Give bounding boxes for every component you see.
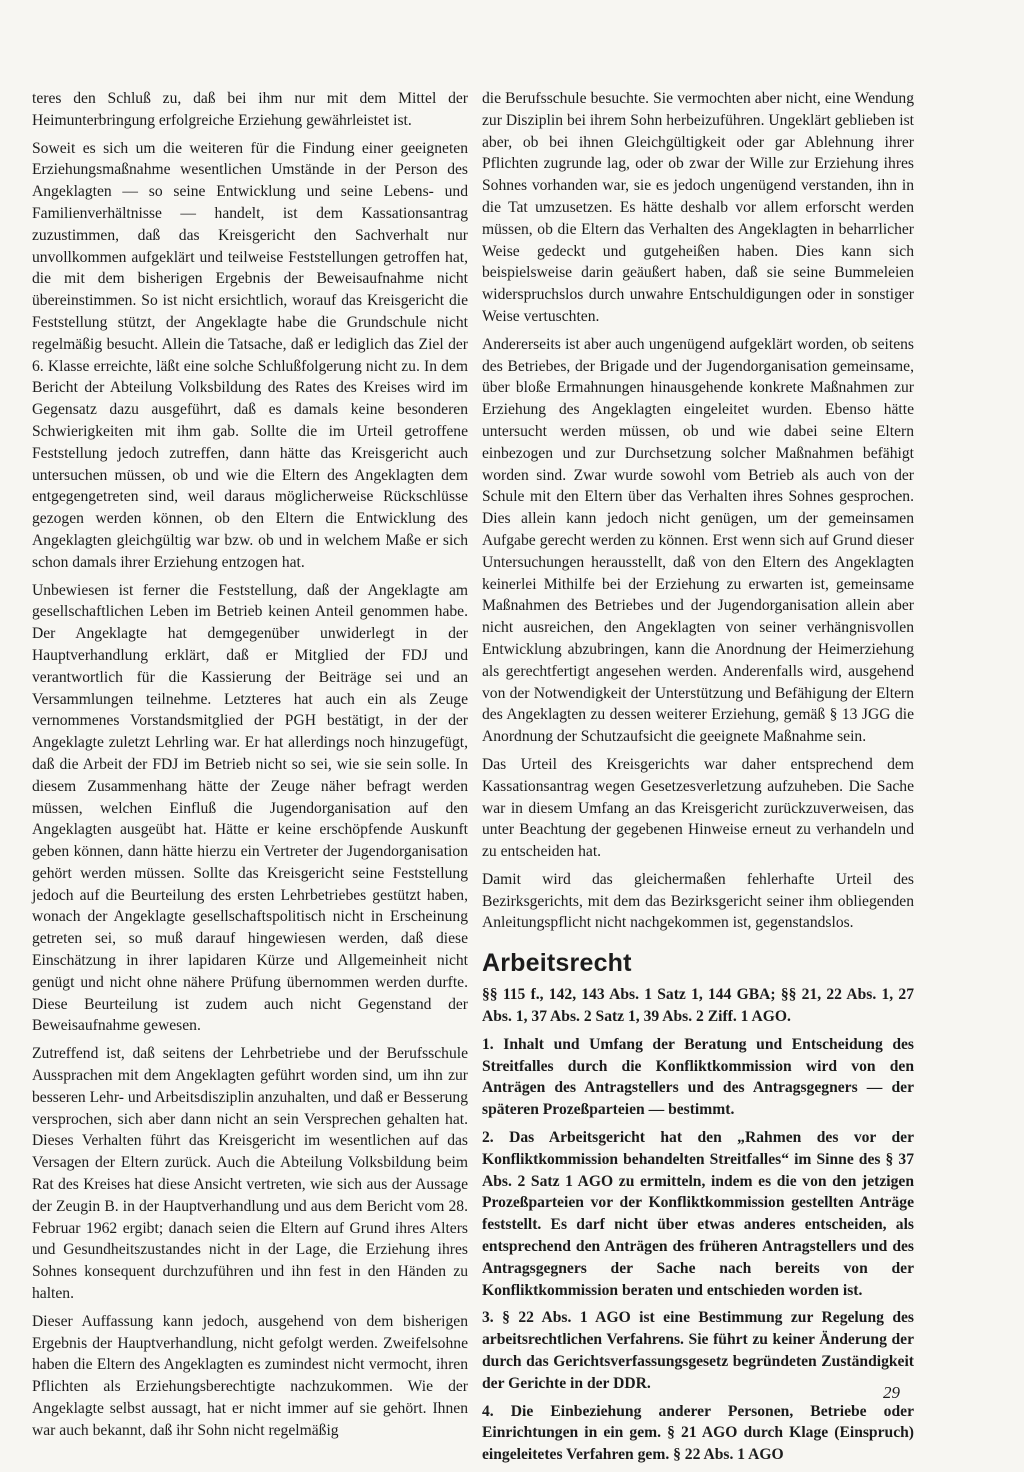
right-column xyxy=(482,88,914,1472)
paragraph: Das Urteil des Kreisgerichts war daher entsprechend dem Kassationsantrag wegen Gesetzesverletzung aufzuheben. Die Sache war in diesem Umfang an das Kreisgericht zurückzuverweisen, das unter Beachtung der gegebenen Hinweise erneut zu verhandeln und zu entscheiden hat. xyxy=(482,755,914,861)
paragraph: Dieser Auffassung kann jedoch, ausgehend von dem bisherigen Ergebnis der Hauptverhandlung, nicht gefolgt werden. Zweifelsohne haben die Eltern des Angeklagten es zumindest nicht vermocht, ihren Pflichten als Erziehungsberechtigte nachzukommen. Wie der Angeklagte selbst aussagt, hat er nicht immer auf sie gehört. Ihnen war auch bekannt, daß ihr Sohn nicht regelmäßig xyxy=(32,1312,468,1439)
paragraph: Andererseits ist aber auch ungenügend aufgeklärt worden, ob seitens des Betriebes, der Brigade und der Jugendorganisation gemeinsame, über bloße Ermahnungen hinausgehende konkrete Maßnahmen zur Erziehung des Angeklagten eingeleitet wurden. Ebenso hätte untersucht werden müssen, ob und wie dabei seine Eltern einbezogen und zur Durchsetzung solcher Maßnahmen befähigt worden sind. Zwar wurde sowohl vom Betrieb als auch von der Schule mit den Eltern über das Verhalten ihres Sohnes gesprochen. Dies allein kann jedoch nicht genügen, um der gemeinsamen Aufgabe gerecht werden zu können. Erst wenn sich auf Grund dieser Untersuchungen herausstellt, daß von den Eltern des Angeklagten keinerlei Mithilfe bei der Erziehung zu erwarten ist, gemeinsame Maßnahmen des Betriebes und der Jugendorganisation allein aber nicht ausreichen, den Angeklagten von seiner verhängnisvollen Entwicklung abzubringen, kann die Anordnung der Heimerziehung als gerechtfertigt angesehen werden. Anderenfalls wird, ausgehend von der Notwendigkeit der Unterstützung und Befähigung der Eltern des Angeklagten zu dessen weiterer Erziehung, gemäß § 13 JGG die Anordnung der Schutzaufsicht die geeignete Maßnahme sein. xyxy=(482,335,914,746)
page-number: 29 xyxy=(883,1383,900,1402)
headnote-1: 1. Inhalt und Umfang der Beratung und Entscheidung des Streitfalles durch die Konfliktkommission wird von den Anträgen des Antragstellers und des Antragsgegners — der späteren Prozeßparteien — bestimmt. xyxy=(482,1035,914,1119)
paragraph: Zutreffend ist, daß seitens der Lehrbetriebe und der Berufsschule Aussprachen mit dem Angeklagten geführt worden sind, um ihn zur besseren Lehr- und Arbeitsdisziplin anzuhalten, und daß er Besserung versprochen, sich aber dann nicht an sein Versprechen gehalten hat. Dieses Verhalten führt das Kreisgericht im wesentlichen auf das Versagen der Eltern zurück. Auch die Abteilung Volksbildung beim Rat des Kreises hat diese Ansicht vertreten, wie sich aus der Aussage der Zeugin B. in der Hauptverhandlung und aus dem Bericht vom 28. Februar 1962 ergibt; danach seien die Eltern auf Grund ihres Alters und Gesundheitszustandes nicht in der Lage, die Erziehung ihres Sohnes konsequent durchzuführen und ihn fest in den Händen zu halten. xyxy=(32,1045,468,1303)
left-column xyxy=(32,88,468,1448)
headnote-2: 2. Das Arbeitsgericht hat den „Rahmen des vor der Konfliktkommission behandelten Streitfalles“ im Sinne des § 37 Abs. 2 Satz 1 AGO zu ermitteln, indem es die von den jetzigen Prozeßparteien vor der Konfliktkommission gestellten Anträge feststellt. Es darf nicht über etwas anderes entscheiden, als entsprechend den Anträgen des früheren Antragstellers und des Antragsgegners der Sache nach bereits von der Konfliktkommission beraten und entschieden worden ist. xyxy=(482,1129,914,1299)
legal-references: §§ 115 f., 142, 143 Abs. 1 Satz 1, 144 GBA; §§ 21, 22 Abs. 1, 27 Abs. 1, 37 Abs. 2 Satz 1, 39 Abs. 2 Ziff. 1 AGO. xyxy=(482,986,914,1026)
headnote-3: 3. § 22 Abs. 1 AGO ist eine Bestimmung zur Regelung des arbeitsrechtlichen Verfahrens. Sie führt zu keiner Änderung der durch das Gerichtsverfassungsgesetz begründeten Zuständigkeit der Gerichte in der DDR. xyxy=(482,1309,914,1392)
paragraph: teres den Schluß zu, daß bei ihm nur mit dem Mittel der Heimunterbringung erfolgreiche Erziehung gewährleistet ist. xyxy=(32,90,468,129)
paragraph: Soweit es sich um die weiteren für die Findung einer geeigneten Erziehungsmaßnahme wesentlichen Umstände in der Person des Angeklagten — so seine Entwicklung und seine Lebens- und Familienverhältnisse — handelt, ist dem Kassationsantrag zuzustimmen, daß das Kreisgericht den Sachverhalt nur unvollkommen aufgeklärt und teilweise Feststellungen getroffen hat, die mit dem bisherigen Ergebnis der Beweisaufnahme nicht übereinstimmen. So ist nicht ersichtlich, worauf das Kreisgericht die Feststellung stützt, der Angeklagte habe die Grundschule nicht regelmäßig besucht. Allein die Tatsache, daß er lediglich das Ziel der 6. Klasse erreichte, läßt eine solche Schlußfolgerung nicht zu. In dem Bericht der Abteilung Volksbildung des Rates des Kreises wird im Gegensatz dazu ausgeführt, daß es damals keine besonderen Schwierigkeiten mit ihm gab. Sollte die im Urteil getroffene Feststellung jedoch zutreffen, dann hätte das Kreisgericht auch untersuchen müssen, ob und wie die Eltern des Angeklagten dem entgegengetreten sind, weil daraus möglicherweise Rückschlüsse gezogen werden können, ob den Eltern die Entwicklung des Angeklagten gleichgültig war bzw. ob und in welchem Maße er sich schon damals ihrer Erziehung entzogen hat. xyxy=(32,139,468,571)
paragraph: die Berufsschule besuchte. Sie vermochten aber nicht, eine Wendung zur Disziplin bei ihrem Sohn herbeizuführen. Ungeklärt geblieben ist aber, ob bei ihnen Gleichgültigkeit oder gar Ablehnung ihrer Pflichten zugrunde lag, oder ob zwar der Wille zur Erziehung ihres Sohnes vorhanden war, sie es jedoch ungenügend verstanden, ihn in die Tat umzusetzen. Es hätte deshalb vor allem erforscht werden müssen, ob die Eltern das Verhalten des Angeklagten in beharrlicher Weise gedeckt und gutgeheißen haben. Dies kann sich beispielsweise darin geäußert haben, daß sie seine Bummeleien widerspruchslos durch unwahre Entschuldigungen oder in sonstiger Weise vertuschten. xyxy=(482,90,914,325)
section-heading: Arbeitsrecht xyxy=(482,949,632,978)
paragraph: Unbewiesen ist ferner die Feststellung, daß der Angeklagte am gesellschaftlichen Leben im Betrieb keinen Anteil genommen habe. Der Angeklagte hat demgegenüber unwiderlegt in der Hauptverhandlung erklärt, daß er Mitglied der FDJ und verantwortlich für die Kassierung der Beiträge sei und an Versammlungen teilnehme. Letzteres hat auch ein als Zeuge vernommenes Vorstandsmitglied der PGH bestätigt, in der der Angeklagte zuletzt Lehrling war. Er hat allerdings noch hinzugefügt, daß die Arbeit der FDJ im Betrieb nicht so sei, wie sie sein solle. In diesem Zusammenhang hätte der Zeuge näher befragt werden müssen, welchen Einfluß die Jugendorganisation auf den Angeklagten ausgeübt hat. Hätte er keine erschöpfende Auskunft geben können, dann hätte hierzu ein Vertreter der Jugendorganisation gehört werden müssen. Sollte das Kreisgericht seine Feststellung jedoch auf die Beurteilung des ersten Lehrbetriebes gestützt haben, wonach der Angeklagte gesellschaftspolitisch nicht in Erscheinung getreten sei, so muß darauf hingewiesen werden, daß diese Einschätzung in ihrer lapidaren Kürze und Allgemeinheit nicht genügt und nicht ohne nähere Prüfung übernommen werden durfte. Diese Beurteilung ist zudem auch nicht Gegenstand der Beweisaufnahme gewesen. xyxy=(32,581,468,1035)
paragraph: Damit wird das gleichermaßen fehlerhafte Urteil des Bezirksgerichts, mit dem das Bezirksgericht seiner ihm obliegenden Anleitungspflicht nicht nachgekommen ist, gegenstandslos. xyxy=(482,870,914,932)
headnote-4: 4. Die Einbeziehung anderer Personen, Betriebe oder Einrichtungen in ein gem. § 21 AGO durch Klage (Einspruch) eingeleitetes Verfahren gem. § 22 Abs. 1 AGO xyxy=(482,1402,914,1464)
